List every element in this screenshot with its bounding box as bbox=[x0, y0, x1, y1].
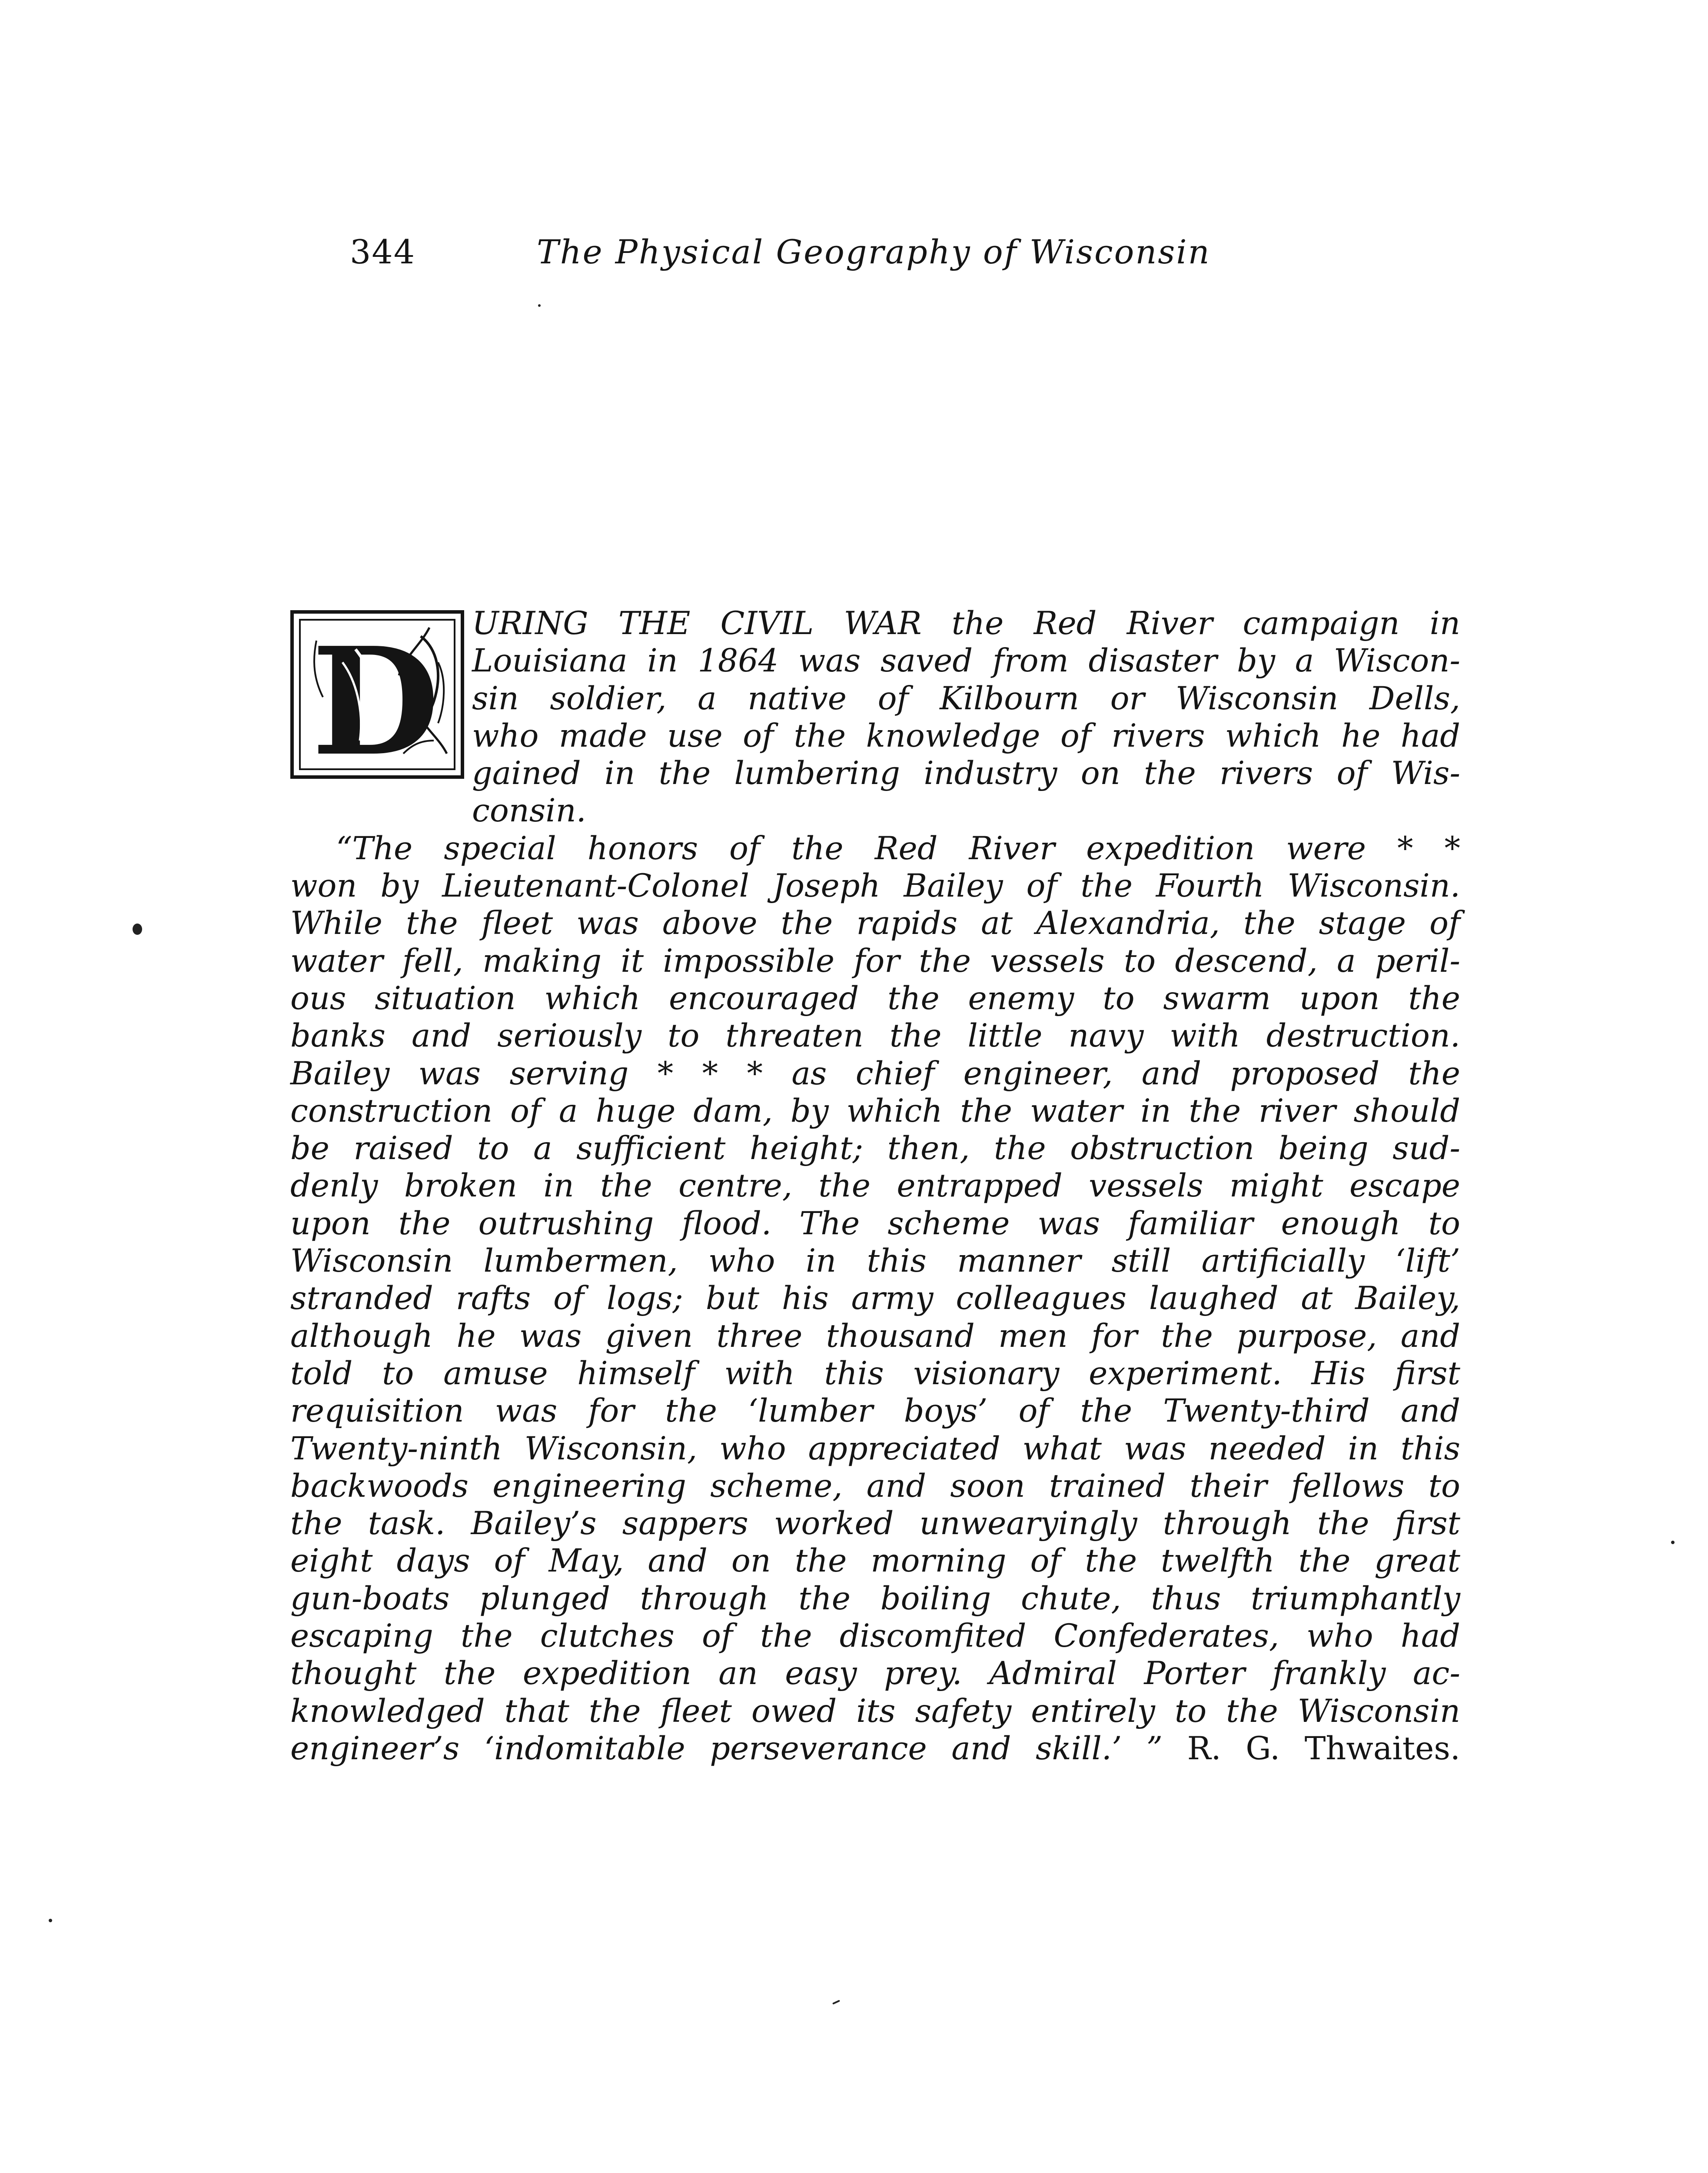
paragraph-1-line: consin. bbox=[472, 792, 586, 830]
quote-line: denly broken in the centre, the entrapped vessels might escape bbox=[290, 1167, 1460, 1205]
scan-speck bbox=[538, 304, 541, 307]
quote-line: escaping the clutches of the discomfited Confederates, who had bbox=[290, 1618, 1460, 1655]
quote-line: gun-boats plunged through the boiling chute, thus triumphantly bbox=[290, 1580, 1460, 1617]
quote-line: banks and seriously to threaten the little navy with destruction. bbox=[290, 1017, 1460, 1055]
quote-line: requisition was for the ‘lumber boys’ of the Twenty-third and bbox=[290, 1392, 1460, 1430]
quote-line: water fell, making it impossible for the vessels to descend, a peril- bbox=[290, 942, 1460, 980]
quote-line: thought the expedition an easy prey. Admiral Porter frankly ac- bbox=[290, 1655, 1460, 1692]
running-head bbox=[0, 230, 1708, 282]
quote-line: the task. Bailey’s sappers worked unwearyingly through the first bbox=[290, 1505, 1460, 1542]
paragraph-1-line: gained in the lumbering industry on the rivers of Wis- bbox=[472, 755, 1460, 792]
quote-line: While the fleet was above the rapids at Alexandria, the stage of bbox=[290, 905, 1460, 942]
page-number: 344 bbox=[350, 233, 416, 271]
attribution: R. G. Thwaites. bbox=[1187, 1730, 1460, 1767]
quote-line: won by Lieutenant-Colonel Joseph Bailey of the Fourth Wisconsin. bbox=[290, 867, 1460, 905]
quote-line: stranded rafts of logs; but his army colleagues laughed at Bailey, bbox=[290, 1280, 1460, 1317]
paragraph-1-line: URING THE CIVIL WAR the Red River campaign in bbox=[472, 605, 1460, 642]
drop-cap-letter: D bbox=[311, 615, 440, 779]
quote-line: Wisconsin lumbermen, who in this manner still artificially ‘lift’ bbox=[290, 1243, 1460, 1280]
drop-cap bbox=[290, 610, 464, 779]
scan-speck bbox=[1671, 1541, 1675, 1544]
text-block bbox=[290, 605, 1460, 1768]
quote-line: construction of a huge dam, by which the water in the river should bbox=[290, 1092, 1460, 1130]
quote-line: ous situation which encouraged the enemy to swarm upon the bbox=[290, 980, 1460, 1017]
quote-line: upon the outrushing flood. The scheme was familiar enough to bbox=[290, 1205, 1460, 1242]
scan-speck bbox=[133, 924, 142, 935]
quote-line: although he was given three thousand men for the purpose, and bbox=[290, 1317, 1460, 1355]
paragraph-1-line: who made use of the knowledge of rivers which he had bbox=[472, 717, 1460, 754]
quote-last-line bbox=[290, 1730, 1460, 1768]
running-title: The Physical Geography of Wisconsin bbox=[537, 233, 1211, 271]
quote-line: backwoods engineering scheme, and soon trained their fellows to bbox=[290, 1467, 1460, 1505]
quote-line: told to amuse himself with this visionary experiment. His first bbox=[290, 1355, 1460, 1392]
scan-speck bbox=[49, 1919, 52, 1922]
quote-line: eight days of May, and on the morning of the twelfth the great bbox=[290, 1542, 1460, 1580]
quote-line: Twenty-ninth Wisconsin, who appreciated what was needed in this bbox=[290, 1430, 1460, 1467]
ornamental-initial-icon bbox=[290, 610, 464, 779]
quote-closing-text: engineer’s ‘indomitable perseverance and skill.’ ” bbox=[290, 1730, 1163, 1767]
quote-line: Bailey was serving * * * as chief engineer, and proposed the bbox=[290, 1055, 1460, 1092]
paragraph-1-line: Louisiana in 1864 was saved from disaster by a Wiscon- bbox=[472, 642, 1460, 680]
paragraph-1-line: sin soldier, a native of Kilbourn or Wisconsin Dells, bbox=[472, 680, 1460, 717]
quote-line: be raised to a sufficient height; then, the obstruction being sud- bbox=[290, 1130, 1460, 1167]
quote-line: knowledged that the fleet owed its safety entirely to the Wisconsin bbox=[290, 1692, 1460, 1730]
quote-line: “The special honors of the Red River expedition were * * bbox=[336, 830, 1460, 867]
scan-speck bbox=[832, 2000, 840, 2004]
